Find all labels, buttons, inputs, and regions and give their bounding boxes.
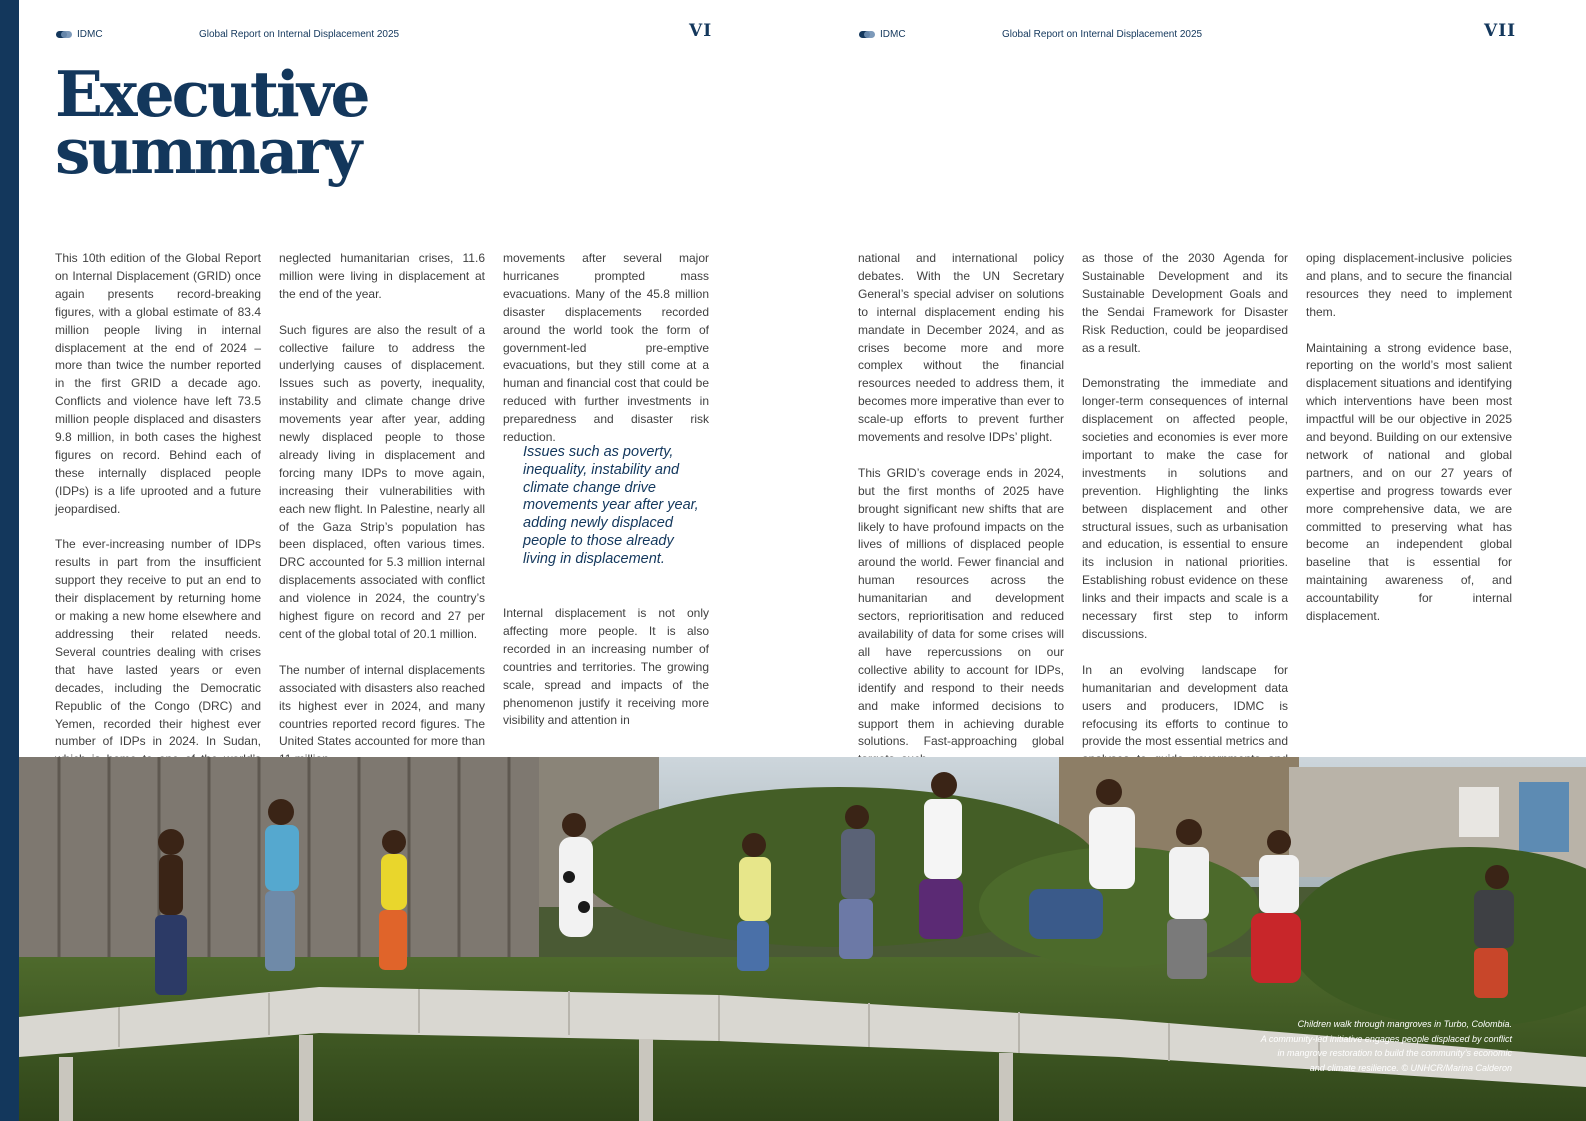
- page-title: [55, 57, 368, 188]
- paragraph: Maintaining a strong evidence base, reporting on the world’s most salient displacement situations and identifying which interventions have been most impactful will be our objective in 2025 and beyond. Building on our extensive network of national and global partners, and on our 27 years of expertise and progress towards ever more comprehensive data, we are committed to preserving what has become an independent global baseline that is essential for maintaining awareness of, and accountability for internal displacement.: [1306, 340, 1512, 624]
- photo-children-walking-boardwalk: [19, 757, 1586, 1121]
- title-line-1: Executive: [55, 57, 368, 131]
- text-column-5: [1082, 250, 1288, 787]
- header-title-left: Global Report on Internal Displacement 2025: [199, 29, 400, 40]
- header-title-right: Global Report on Internal Displacement 2025: [1002, 29, 1203, 40]
- paragraph: Demonstrating the immediate and longer-term consequences of internal displacement on affected people, societies and economies is ever more important to make the case for investments in solutions and prevention. Highlighting the links between displacement and other structural issues, such as urbanisation and education, is essential to ensure its inclusion in national priorities. Establishing robust evidence on these links and their impacts and scale is a necessary first step to inform discussions.: [1082, 376, 1288, 642]
- photo-caption: [1212, 1017, 1512, 1075]
- idmc-logo-icon: [859, 31, 875, 38]
- header-org-right: IDMC: [880, 29, 906, 40]
- page-number-right: VII: [1484, 21, 1517, 41]
- paragraph: Such figures are also the result of a collective failure to address the underlying causes of displacement. Issues such as poverty, inequality, instability and climate change drive movements year after year, adding newly displaced people to those already living in displacement and forcing many IDPs to move again, increasing their vulnerabilities with each new flight. In Palestine, nearly all of the Gaza Strip’s population has been displaced, often various times. DRC accounted for 5.3 million internal displacements associated with conflict and violence in 2024, the country’s highest figure on record and 27 per cent of the global total of 20.1 million.: [279, 322, 485, 642]
- text-column-4: [858, 250, 1064, 769]
- paragraph: The ever-increasing number of IDPs results in part from the insufficient support they receive to put an end to their displacement by returning home or making a new home elsewhere and addressing their related needs. Several countries dealing with crises that have lasted years or even decades, including the Democratic Republic of the Congo (DRC) and Yemen, recorded their highest ever number of IDPs in 2024. In Sudan,: [55, 537, 261, 749]
- paragraph: as those of the 2030 Agenda for Sustainable Development and its Sustainable Development Goals and the Sendai Framework for Disaster Risk Reduction, could be jeopardised as a result.: [1082, 251, 1288, 355]
- caption-line: A community-led initiative engages people displaced by conflict: [1260, 1033, 1512, 1044]
- paragraph: Internal displacement is not only affecting more people. It is also recorded in an increasing number of countries and territories. The growing scale, spread and impacts of the phenomenon justify it receiving more visibility and attention in: [503, 606, 709, 728]
- caption-line: in mangrove restoration to build the community’s economic: [1277, 1048, 1512, 1058]
- paragraph: In an evolving landscape for humanitarian and development data users and producers, IDMC is refocusing its efforts to continue to provide the most essential metrics and: [1082, 662, 1288, 749]
- idmc-logo-icon: [56, 31, 72, 38]
- text-column-1: [55, 250, 261, 787]
- text-column-3-top: [503, 250, 709, 447]
- paragraph: This 10th edition of the Global Report on Internal Displacement (GRID) once again presents record-breaking figures, with a global estimate of 83.4 million people living in internal displacement at the end of 2024 – more than twice the number reported in the first GRID a decade ago. Conflicts and violence have left 73.5 million people displaced and disasters 9.8 million, in both cases the highest figures on record. Behind each of these internally displaced people (IDPs) is a life uprooted and a future jeopardised.: [55, 251, 261, 516]
- paragraph: oping displacement-inclusive policies and plans, and to secure the financial resources they need to implement them.: [1306, 251, 1512, 319]
- page-number-left: VI: [689, 21, 713, 41]
- text-column-2: [279, 250, 485, 769]
- paragraph: movements after several major hurricanes prompted mass evacuations. Many of the 45.8 million disaster displacements recorded around the world took the form of government-led pre-emptive evacuations, but they still come at a human and financial cost that could be reduced with further investments in preparedness and disaster risk reduction.: [503, 251, 709, 445]
- text-column-3-bottom: [503, 605, 709, 730]
- caption-line: Children walk through mangroves in Turbo, Colombia.: [1297, 1019, 1512, 1029]
- paragraph: The number of internal displacements associated with disasters also reached its highest ever in 2024, and many countries reported record figures. The United States accounted for more than: [279, 662, 485, 749]
- header-org-left: IDMC: [77, 29, 103, 40]
- text-column-6: [1306, 250, 1512, 626]
- paragraph: neglected humanitarian crises, 11.6 million were living in displacement at the end of the year.: [279, 251, 485, 301]
- paragraph: This GRID’s coverage ends in 2024, but the first months of 2025 have brought significant new shifts that are likely to have profound impacts on the lives of millions of displaced people around the world. Fewer financial and human resources across the humanitarian and development sectors, reprioritisation and reduced availability of data for some crises will all have repercussions on our collective ability to account for IDPs, identify and respond to their needs and make informed decisions to support them in achieving durable solutions. Fast-approaching global: [858, 465, 1064, 749]
- caption-line: and climate resilience. © UNHCR/Marina Calderon: [1309, 1062, 1512, 1073]
- paragraph: national and international policy debates. With the UN Secretary General’s special adviser on solutions to internal displacement ending his mandate in December 2024, and as crises become more and more complex without the financial resources needed to address them, it becomes more imperative than ever to scale-up efforts to prevent further movements and resolve IDPs’ plight.: [858, 251, 1064, 445]
- title-line-2: summary: [55, 114, 360, 188]
- left-edge-bar: [0, 0, 19, 1121]
- pull-quote: Issues such as poverty, inequality, instability and climate change drive movements year after year, adding newly displaced people to those already living in displacement.: [523, 444, 699, 567]
